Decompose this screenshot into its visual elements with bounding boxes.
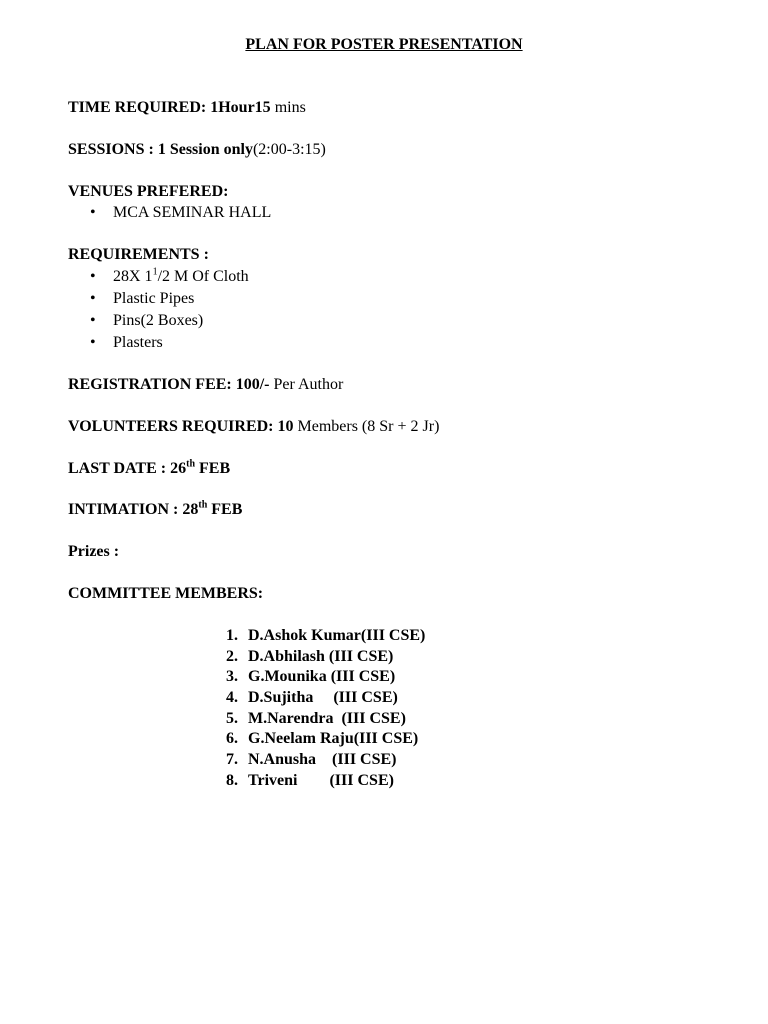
requirements-list <box>90 266 249 354</box>
sessions-value: (2:00-3:15) <box>252 141 326 158</box>
list-item: • 28X $1^1/2$ M Of Cloth <box>90 266 249 288</box>
registration-fee-value: Per Author <box>269 376 344 393</box>
list-item: 4. D.Sujitha (III CSE) <box>226 689 398 707</box>
list-item: 7. N.Anusha (III CSE) <box>226 751 397 769</box>
list-item: 3. G.Mounika (III CSE) <box>226 668 396 686</box>
time-required-value: mins <box>270 99 306 116</box>
last-date-line: LAST DATE : 26th FEB <box>68 458 231 477</box>
time-required-label: TIME REQUIRED: 1Hour15 <box>68 99 271 116</box>
list-item: • Pins(2 Boxes) <box>90 310 249 332</box>
list-item: 6. G.Neelam Raju(III CSE) <box>226 730 419 748</box>
requirements-heading: REQUIREMENTS : <box>68 246 209 263</box>
registration-fee-label: REGISTRATION FEE: 100/- <box>68 376 270 393</box>
committee-members-list <box>226 626 425 792</box>
list-item: 1. D.Ashok Kumar(III CSE) <box>226 627 426 644</box>
prizes-heading: Prizes : <box>68 543 120 560</box>
volunteers-label: VOLUNTEERS REQUIRED: 10 <box>68 418 294 435</box>
document-title: PLAN FOR POSTER PRESENTATION <box>245 36 523 53</box>
registration-fee-line <box>68 375 343 395</box>
list-item: 5. M.Narendra (III CSE) <box>226 709 406 727</box>
sessions-line <box>68 140 326 160</box>
list-item: 8. Triveni (III CSE) <box>226 771 394 789</box>
list-item: • MCA SEMINAR HALL <box>90 202 271 224</box>
list-item: • Plastic Pipes <box>90 288 249 310</box>
sessions-label: SESSIONS : 1 Session only <box>68 141 253 158</box>
time-required-line <box>68 98 306 118</box>
intimation-line: INTIMATION : 28th FEB <box>68 499 243 518</box>
list-item: • Plasters <box>90 332 249 354</box>
venues-heading: VENUES PREFERED: <box>68 183 229 200</box>
volunteers-value: Members (8 Sr + 2 Jr) <box>293 418 440 435</box>
venues-list <box>90 202 271 224</box>
committee-heading: COMMITTEE MEMBERS: <box>68 585 264 602</box>
list-item: 2. D.Abhilash (III CSE) <box>226 647 394 665</box>
volunteers-line <box>68 417 439 437</box>
